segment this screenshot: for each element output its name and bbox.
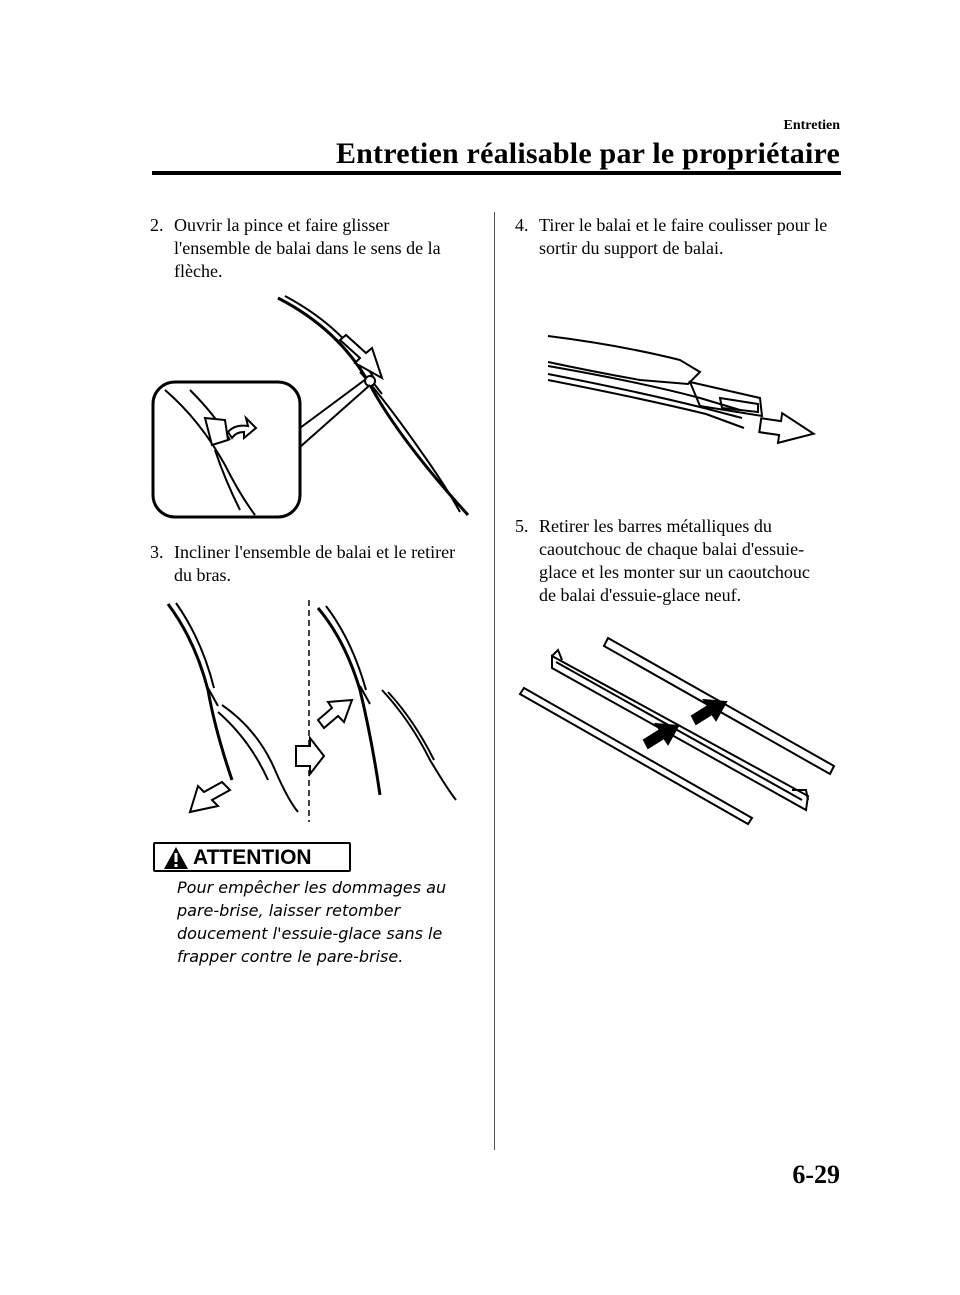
page-title: Entretien réalisable par le propriétaire: [335, 137, 840, 170]
header-rule: [152, 171, 841, 175]
attention-text: Pour empêcher les dommages au pare-brise, laisser retomber doucement l'essuie-glace sans le frapper contre le pare-brise.: [177, 878, 447, 966]
section-label: Entretien: [783, 118, 840, 133]
step-5: [515, 515, 815, 607]
step-number: 2.: [150, 215, 164, 235]
column-divider: [494, 212, 495, 1150]
warning-icon: [163, 846, 189, 870]
attention-badge: [153, 842, 351, 872]
step-text: Ouvrir la pince et faire glisser l'ensemble de balai dans le sens de la flèche.: [174, 215, 441, 281]
page-number: 6-29: [792, 1160, 840, 1189]
step-number: 5.: [515, 516, 529, 536]
step-number: 4.: [515, 215, 529, 235]
step-text: Incliner l'ensemble de balai et le retirer du bras.: [174, 542, 456, 585]
step-2: [150, 214, 450, 283]
step-text: Retirer les barres métalliques du caoutchouc de chaque balai d'essuie-glace et les monter sur un caoutchouc de balai d'essuie-glace neuf.: [539, 516, 810, 605]
step-text: Tirer le balai et le faire coulisser pour le sortir du support de balai.: [539, 215, 828, 258]
step-4: [515, 214, 835, 260]
attention-label: ATTENTION: [193, 846, 312, 869]
step-3: [150, 541, 470, 587]
step-number: 3.: [150, 542, 164, 562]
